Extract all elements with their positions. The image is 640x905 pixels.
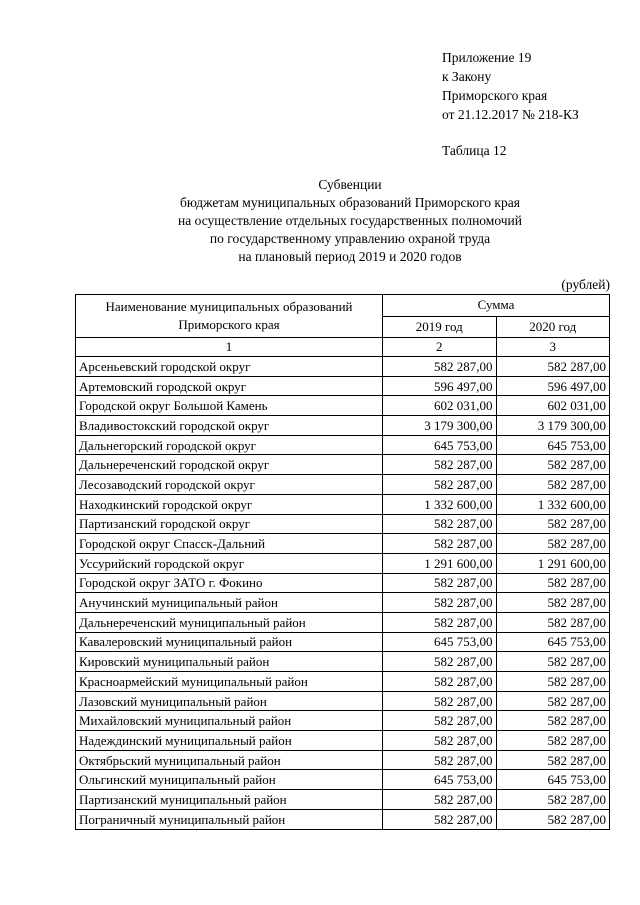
row-value-2020: 582 287,00	[496, 652, 610, 672]
row-value-2019: 3 179 300,00	[383, 416, 497, 436]
row-value-2019: 582 287,00	[383, 731, 497, 751]
row-value-2019: 582 287,00	[383, 534, 497, 554]
row-value-2020: 582 287,00	[496, 790, 610, 810]
row-name: Городской округ Спасск-Дальний	[76, 534, 383, 554]
table-row	[76, 376, 610, 396]
row-value-2019: 582 287,00	[383, 475, 497, 495]
row-value-2019: 582 287,00	[383, 514, 497, 534]
row-value-2019: 582 287,00	[383, 809, 497, 829]
table-row	[76, 672, 610, 692]
row-name: Кавалеровский муниципальный район	[76, 632, 383, 652]
row-value-2020: 1 291 600,00	[496, 553, 610, 573]
table-row	[76, 711, 610, 731]
row-value-2019: 1 291 600,00	[383, 553, 497, 573]
appendix-line: к Закону	[442, 69, 492, 84]
row-value-2020: 582 287,00	[496, 593, 610, 613]
row-value-2020: 602 031,00	[496, 396, 610, 416]
subventions-table	[75, 294, 610, 830]
row-value-2019: 582 287,00	[383, 357, 497, 377]
table-row	[76, 770, 610, 790]
row-value-2020: 1 332 600,00	[496, 494, 610, 514]
row-name: Дальнереченский городской округ	[76, 455, 383, 475]
table-row	[76, 612, 610, 632]
row-name: Анучинский муниципальный район	[76, 593, 383, 613]
table-row	[76, 416, 610, 436]
row-value-2019: 582 287,00	[383, 691, 497, 711]
row-name: Пограничный муниципальный район	[76, 809, 383, 829]
table-row	[76, 632, 610, 652]
row-value-2019: 582 287,00	[383, 790, 497, 810]
table-row	[76, 435, 610, 455]
row-value-2020: 582 287,00	[496, 514, 610, 534]
row-value-2020: 645 753,00	[496, 770, 610, 790]
header-2019: 2019 год	[383, 316, 497, 338]
row-name: Городской округ Большой Камень	[76, 396, 383, 416]
row-value-2019: 582 287,00	[383, 573, 497, 593]
appendix-block	[442, 48, 579, 124]
row-name: Ольгинский муниципальный район	[76, 770, 383, 790]
table-row	[76, 573, 610, 593]
column-number-row	[76, 338, 610, 357]
row-value-2020: 3 179 300,00	[496, 416, 610, 436]
row-value-2020: 582 287,00	[496, 475, 610, 495]
table-row	[76, 731, 610, 751]
row-value-2019: 645 753,00	[383, 435, 497, 455]
row-value-2020: 582 287,00	[496, 711, 610, 731]
row-name: Уссурийский городской округ	[76, 553, 383, 573]
row-value-2020: 582 287,00	[496, 750, 610, 770]
row-name: Дальнегорский городской округ	[76, 435, 383, 455]
row-name: Лесозаводский городской округ	[76, 475, 383, 495]
title-line: бюджетам муниципальных образований Приморского края	[180, 195, 520, 210]
row-name: Лазовский муниципальный район	[76, 691, 383, 711]
table-row	[76, 534, 610, 554]
row-name: Кировский муниципальный район	[76, 652, 383, 672]
row-value-2020: 582 287,00	[496, 672, 610, 692]
title-line: на осуществление отдельных государственных полномочий	[178, 213, 522, 228]
column-number: 2	[383, 338, 497, 357]
row-value-2020: 582 287,00	[496, 612, 610, 632]
title-line: на плановый период 2019 и 2020 годов	[238, 249, 462, 264]
row-value-2020: 582 287,00	[496, 534, 610, 554]
row-value-2019: 582 287,00	[383, 612, 497, 632]
appendix-line: Приморского края	[442, 88, 548, 103]
row-name: Надеждинский муниципальный район	[76, 731, 383, 751]
table-row	[76, 790, 610, 810]
row-value-2019: 582 287,00	[383, 711, 497, 731]
table-row	[76, 455, 610, 475]
appendix-line: от 21.12.2017 № 218-КЗ	[442, 107, 579, 122]
row-name: Находкинский городской округ	[76, 494, 383, 514]
header-2020: 2020 год	[496, 316, 610, 338]
title-line: Субвенции	[318, 177, 382, 192]
table-row	[76, 514, 610, 534]
row-value-2019: 645 753,00	[383, 632, 497, 652]
row-value-2019: 582 287,00	[383, 672, 497, 692]
row-value-2020: 596 497,00	[496, 376, 610, 396]
row-name: Городской округ ЗАТО г. Фокино	[76, 573, 383, 593]
row-value-2019: 582 287,00	[383, 455, 497, 475]
table-row	[76, 553, 610, 573]
header-sum: Сумма	[383, 295, 610, 317]
table-row	[76, 475, 610, 495]
title-line: по государственному управлению охраной труда	[209, 231, 491, 246]
row-name: Дальнереченский муниципальный район	[76, 612, 383, 632]
row-value-2019: 602 031,00	[383, 396, 497, 416]
table-row	[76, 750, 610, 770]
row-value-2019: 645 753,00	[383, 770, 497, 790]
row-value-2020: 582 287,00	[496, 455, 610, 475]
table-row	[76, 652, 610, 672]
table-number: Таблица 12	[442, 143, 507, 158]
row-value-2020: 645 753,00	[496, 632, 610, 652]
units-label: (рублей)	[561, 277, 610, 292]
row-value-2020: 582 287,00	[496, 731, 610, 751]
row-value-2020: 582 287,00	[496, 357, 610, 377]
table-row	[76, 357, 610, 377]
column-number: 3	[496, 338, 610, 357]
row-name: Владивостокский городской округ	[76, 416, 383, 436]
row-value-2019: 582 287,00	[383, 593, 497, 613]
row-name: Красноармейский муниципальный район	[76, 672, 383, 692]
document-title	[80, 176, 620, 266]
row-name: Партизанский городской округ	[76, 514, 383, 534]
table-row	[76, 396, 610, 416]
row-value-2019: 1 332 600,00	[383, 494, 497, 514]
header-name: Наименование муниципальных образований Приморского края	[76, 295, 383, 338]
row-name: Арсеньевский городской округ	[76, 357, 383, 377]
table-row	[76, 809, 610, 829]
column-number: 1	[76, 338, 383, 357]
row-value-2019: 582 287,00	[383, 750, 497, 770]
row-value-2019: 596 497,00	[383, 376, 497, 396]
row-name: Артемовский городской округ	[76, 376, 383, 396]
table-row	[76, 691, 610, 711]
row-value-2019: 582 287,00	[383, 652, 497, 672]
row-value-2020: 645 753,00	[496, 435, 610, 455]
row-name: Михайловский муниципальный район	[76, 711, 383, 731]
row-name: Октябрьский муниципальный район	[76, 750, 383, 770]
table-row	[76, 494, 610, 514]
table-row	[76, 593, 610, 613]
row-value-2020: 582 287,00	[496, 809, 610, 829]
row-value-2020: 582 287,00	[496, 573, 610, 593]
row-name: Партизанский муниципальный район	[76, 790, 383, 810]
row-value-2020: 582 287,00	[496, 691, 610, 711]
appendix-line: Приложение 19	[442, 50, 532, 65]
